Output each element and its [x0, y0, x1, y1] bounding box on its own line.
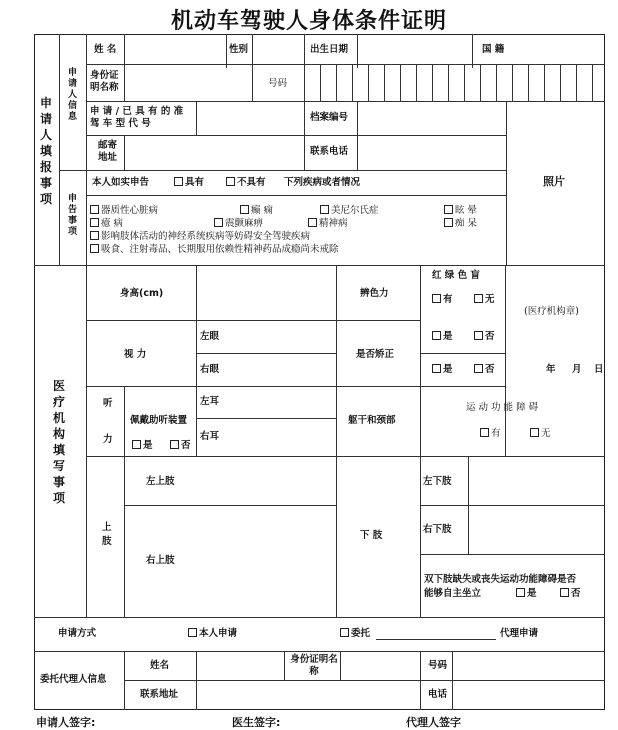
right-lower-label: 右下肢	[423, 524, 452, 535]
id-cell	[544, 64, 545, 101]
row-line	[124, 505, 336, 506]
id-cell	[592, 64, 593, 101]
col-line	[452, 651, 453, 710]
upper-limb-label-2: 肢	[102, 536, 112, 547]
height-label: 身高(cm)	[120, 288, 164, 299]
id-cell	[416, 64, 417, 101]
upper-limb-label-1: 上	[102, 522, 112, 533]
checkbox-icon[interactable]	[560, 588, 569, 597]
checkbox-icon[interactable]	[432, 364, 441, 373]
col-line	[420, 651, 421, 710]
date-year: 年	[546, 364, 556, 375]
agent-apply-label: 代理申请	[500, 628, 539, 639]
col-line	[340, 651, 341, 680]
col-line	[86, 265, 87, 617]
corrected-right-yes[interactable]: 是	[432, 364, 453, 376]
checkbox-icon[interactable]	[474, 294, 483, 303]
applicant-info-label: 申请人信息	[67, 68, 77, 122]
declare-label: 申告事项	[67, 194, 77, 237]
apply-entrust-option[interactable]: 委托	[340, 628, 370, 640]
apply-self-option[interactable]: 本人申请	[188, 628, 237, 640]
col-line	[226, 34, 227, 68]
corrected-left-yes[interactable]: 是	[432, 331, 453, 343]
section-divider	[34, 617, 605, 618]
date-month: 月	[572, 364, 582, 375]
checkbox-icon[interactable]	[214, 218, 223, 227]
checkbox-icon[interactable]	[170, 440, 179, 449]
row-line	[420, 554, 605, 555]
photo-label: 照片	[543, 175, 565, 188]
color-blind-none[interactable]: 无	[474, 294, 495, 306]
row-line	[86, 195, 506, 196]
id-cell	[512, 64, 513, 101]
medical-section-label: 医疗机构填写事项	[52, 379, 65, 505]
checkbox-icon[interactable]	[474, 364, 483, 373]
checkbox-icon[interactable]	[530, 428, 539, 437]
form-title: 机动车驾驶人身体条件证明	[170, 8, 447, 34]
motor-obstacle-none[interactable]: 无	[530, 428, 551, 440]
doctor-signature: 医生签字:	[232, 716, 281, 729]
section-divider	[34, 265, 605, 266]
checkbox-icon[interactable]	[174, 177, 183, 186]
col-line	[252, 34, 253, 68]
disease-option[interactable]: 美尼尔氏症	[320, 205, 379, 217]
declare-no-option[interactable]: 不具有	[226, 177, 266, 189]
checkbox-icon[interactable]	[90, 218, 99, 227]
declare-yes-option[interactable]: 具有	[174, 177, 204, 189]
id-cell	[400, 64, 401, 101]
disease-option[interactable]: 眩 晕	[444, 205, 477, 217]
left-ear-label: 左耳	[200, 396, 220, 407]
motor-obstacle-label: 运 动 功 能 障 碍	[466, 402, 539, 413]
checkbox-icon[interactable]	[516, 588, 525, 597]
section-divider	[34, 651, 605, 652]
row-line	[86, 456, 605, 457]
col-line	[124, 34, 125, 68]
col-line	[124, 135, 125, 170]
disease-option[interactable]: 震颤麻痹	[214, 218, 263, 230]
row-line	[86, 135, 506, 136]
col-line	[420, 265, 421, 617]
declare-tail: 下列疾病或者情况	[284, 177, 361, 188]
mail-address-label: 邮寄地址	[98, 140, 118, 163]
row-line	[196, 418, 336, 419]
gender-label: 性别	[229, 44, 249, 55]
id-cell	[576, 64, 577, 101]
checkbox-icon[interactable]	[90, 244, 99, 253]
col-line	[196, 651, 197, 710]
hearing-aid-yes[interactable]: 是	[132, 440, 153, 452]
disease-option[interactable]: 癔 病	[90, 218, 123, 230]
col-line	[59, 34, 60, 265]
id-number-label: 号码	[268, 78, 288, 89]
checkbox-icon[interactable]	[432, 331, 441, 340]
disease-option[interactable]: 吸食、注射毒品、长期服用依赖性精神药品成瘾尚未戒除	[90, 244, 339, 256]
nationality-label: 国 籍	[482, 44, 505, 55]
col-line	[336, 265, 337, 617]
col-line	[357, 101, 358, 170]
torso-neck-label: 躯干和颈部	[348, 415, 396, 426]
checkbox-icon[interactable]	[320, 205, 329, 214]
right-eye-label: 右眼	[200, 364, 220, 375]
disease-option[interactable]: 影响肢体活动的神经系统疾病等妨碍安全驾驶疾病	[90, 231, 310, 243]
id-cell	[464, 64, 465, 101]
checkbox-icon[interactable]	[444, 218, 453, 227]
col-line	[124, 651, 125, 710]
agent-signature: 代理人签字	[406, 716, 461, 729]
right-upper-label: 右上肢	[146, 555, 175, 566]
agent-number-label: 号码	[428, 660, 448, 671]
row-line	[420, 353, 505, 354]
id-cell	[368, 64, 369, 101]
disease-option[interactable]: 器质性心脏病	[90, 205, 158, 217]
both-lower-question: 双下肢缺失或丧失运动功能障碍是否	[424, 574, 577, 585]
id-cell	[352, 64, 353, 101]
applicant-signature: 申请人签字:	[36, 716, 96, 729]
agent-info-label: 委托代理人信息	[40, 674, 107, 685]
checkbox-icon[interactable]	[340, 628, 349, 637]
checkbox-icon[interactable]	[226, 177, 235, 186]
id-cell	[448, 64, 449, 101]
institution-seal: (医疗机构章)	[524, 306, 579, 317]
col-line	[506, 101, 507, 265]
row-line	[59, 170, 506, 171]
color-vision-label: 辨色力	[360, 288, 389, 299]
both-lower-no[interactable]: 否	[560, 588, 581, 600]
col-line	[357, 34, 358, 68]
declare-intro: 本人如实申告	[92, 177, 150, 188]
col-line	[196, 265, 197, 456]
disease-option[interactable]: 精神病	[308, 218, 348, 230]
checkbox-icon[interactable]	[432, 294, 441, 303]
checkbox-icon[interactable]	[480, 428, 489, 437]
col-line	[196, 101, 197, 135]
id-cell	[528, 64, 529, 101]
id-cell	[480, 64, 481, 101]
motor-obstacle-has[interactable]: 有	[480, 428, 501, 440]
checkbox-icon[interactable]	[90, 205, 99, 214]
checkbox-icon[interactable]	[188, 628, 197, 637]
row-line	[196, 353, 336, 354]
checkbox-icon[interactable]	[474, 331, 483, 340]
both-lower-yes[interactable]: 是	[516, 588, 537, 600]
agent-name-label: 姓名	[150, 660, 170, 671]
id-cell	[560, 64, 561, 101]
id-cell	[432, 64, 433, 101]
phone-label: 联系电话	[310, 146, 349, 157]
disease-option[interactable]: 癫 痫	[240, 205, 273, 217]
row-line	[86, 320, 420, 321]
date-day: 日	[594, 364, 604, 375]
row-line	[86, 386, 505, 387]
id-cell	[384, 64, 385, 101]
col-line	[468, 456, 469, 554]
col-line	[284, 651, 285, 680]
corrected-label: 是否矫正	[356, 349, 395, 360]
corrected-left-no[interactable]: 否	[474, 331, 495, 343]
file-no-label: 档案编号	[310, 112, 349, 123]
vision-label: 视 力	[124, 349, 147, 360]
apply-method-label: 申请方式	[58, 628, 97, 639]
applicant-section-label: 申请人填报事项	[39, 96, 52, 206]
hearing-aid-label: 佩戴助听装置	[130, 415, 188, 426]
col-line	[505, 265, 506, 456]
left-lower-label: 左下肢	[423, 476, 452, 487]
checkbox-icon[interactable]	[240, 205, 249, 214]
left-upper-label: 左上肢	[146, 476, 175, 487]
checkbox-icon[interactable]	[90, 231, 99, 240]
agent-phone-label: 电话	[428, 689, 448, 700]
hearing-label-2: 力	[103, 434, 113, 445]
id-cell	[496, 64, 497, 101]
color-blind-has[interactable]: 有	[432, 294, 453, 306]
id-doc-label: 身份证明名称	[90, 70, 119, 93]
id-cell	[320, 64, 321, 101]
left-eye-label: 左眼	[200, 331, 220, 342]
agent-id-doc-label: 身份证明名称	[290, 654, 338, 677]
col-line	[252, 64, 253, 101]
lower-limb-label: 下 肢	[360, 530, 383, 541]
disease-option[interactable]: 痴 呆	[444, 218, 477, 230]
row-line	[420, 505, 605, 506]
agent-address-label: 联系地址	[140, 689, 179, 700]
col-line	[304, 34, 305, 170]
name-label: 姓 名	[94, 44, 117, 55]
col-line	[86, 34, 87, 265]
both-lower-question-2: 能够自主坐立	[424, 588, 482, 599]
entrust-underline	[376, 639, 496, 640]
col-line	[472, 34, 473, 68]
hearing-aid-no[interactable]: 否	[170, 440, 191, 452]
col-line	[124, 386, 125, 617]
row-line	[86, 101, 605, 102]
birth-date-label: 出生日期	[310, 44, 349, 55]
corrected-right-no[interactable]: 否	[474, 364, 495, 376]
checkbox-icon[interactable]	[132, 440, 141, 449]
right-ear-label: 右耳	[200, 431, 220, 442]
col-line	[124, 64, 125, 101]
vehicle-type-label: 申 请 / 已 具 有 的 准 驾 车 型 代 号	[90, 106, 184, 129]
hearing-label-1: 听	[103, 398, 113, 409]
color-blind-label: 红 绿 色 盲	[432, 270, 480, 281]
checkbox-icon[interactable]	[444, 205, 453, 214]
id-cell	[336, 64, 337, 101]
checkbox-icon[interactable]	[308, 218, 317, 227]
